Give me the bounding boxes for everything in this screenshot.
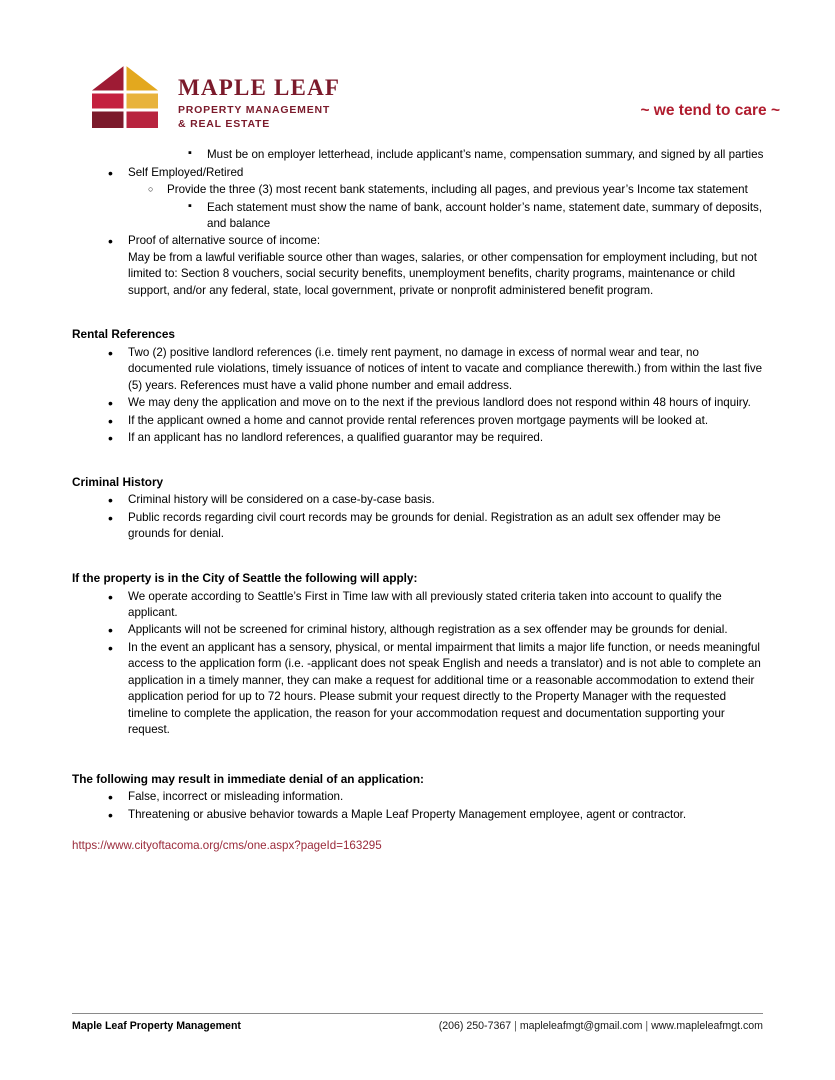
list-item-text: Provide the three (3) most recent bank statements, including all pages, and previous year’s Income tax statement	[167, 183, 748, 197]
list-item	[72, 147, 765, 163]
document-content	[0, 130, 835, 855]
top-list	[72, 147, 765, 299]
footer-website[interactable]: www.mapleleafmgt.com	[651, 1020, 763, 1032]
tagline: ~ we tend to care ~	[640, 102, 780, 119]
list-item	[72, 233, 765, 299]
section-heading-immediate-denial: The following may result in immediate denial of an application:	[72, 771, 424, 786]
section-list-rental-references	[72, 345, 765, 447]
list-item	[72, 492, 765, 508]
section-heading-seattle: If the property is in the City of Seattle the following will apply:	[72, 570, 418, 585]
list-item-text: Threatening or abusive behavior towards a Maple Leaf Property Management employee, agent or contractor.	[128, 807, 687, 821]
list-item	[72, 589, 765, 622]
list-item	[72, 622, 765, 638]
footer-divider	[72, 1013, 763, 1014]
document-footer	[72, 1013, 763, 1032]
footer-phone: (206) 250-7367	[438, 1020, 512, 1032]
footer-separator-2: |	[645, 1020, 649, 1032]
list-item-text: • Proof of alternative source of income:	[128, 234, 321, 248]
list-item	[72, 430, 765, 446]
section-list-immediate-denial	[72, 789, 765, 823]
section-heading-criminal-history: Criminal History	[72, 474, 164, 489]
section-heading-rental-references: Rental References	[72, 327, 175, 342]
list-item-text: Public records regarding civil court records may be grounds for denial. Registration as an adult sex offender may be grounds for denial.	[128, 510, 721, 541]
list-item	[72, 165, 765, 181]
brand-title: MAPLE LEAF	[178, 75, 341, 100]
external-link[interactable]: https://www.cityoftacoma.org/cms/one.aspx?pageId=163295	[72, 839, 382, 853]
footer-company: Maple Leaf Property Management	[72, 1020, 241, 1032]
list-item-text: Each statement must show the name of bank, account holder’s name, statement date, summary of deposits, and balance	[207, 200, 763, 230]
brand-subtitle-2: & REAL ESTATE	[178, 118, 271, 131]
brand-text	[178, 62, 340, 130]
footer-contact	[439, 1020, 763, 1032]
list-item-text: Must be on employer letterhead, include applicant’s name, compensation summary, and signed by all parties	[207, 148, 764, 162]
list-item	[72, 807, 765, 823]
list-item	[72, 510, 765, 543]
list-item	[72, 200, 765, 233]
brand-block	[88, 62, 340, 130]
list-item-text: In the event an applicant has a sensory, physical, or mental impairment that limits a major life function, or needs meaningful access to the application form (i.e. -applicant does not speak English and needs a translator) and is not able to complete an application in a timely manner, they can make a request for additional time or a reasonable accommodation to extend their application period for up to 72 hours. Please submit your request directly to the Property Manager with the requested timeline to complete the application, the reason for your accommodation request and documentation supporting your request.	[128, 640, 761, 737]
list-item-text: False, incorrect or misleading information.	[128, 790, 344, 804]
list-item-text: If an applicant has no landlord references, a qualified guarantor may be required.	[128, 431, 544, 445]
brand-subtitle-1: PROPERTY MANAGEMENT	[178, 104, 331, 117]
list-item	[72, 640, 765, 739]
section-list-seattle	[72, 589, 765, 739]
footer-email[interactable]: mapleleafmgt@gmail.com	[519, 1020, 643, 1032]
list-item-continuation: May be from a lawful verifiable source other than wages, salaries, or other compensation for employment including, but not limited to: Section 8 vouchers, social security benefits, unemployment benefits, charity programs, maintenance or child support, and/or any federal, state, local government, private or nonprofit administered benefit program.	[128, 250, 757, 297]
footer-separator-1: |	[514, 1020, 517, 1032]
list-item-text: We may deny the application and move on to the next if the previous landlord does not respond within 48 hours of inquiry.	[128, 396, 751, 410]
list-item	[72, 345, 765, 394]
list-item	[72, 789, 765, 805]
list-item	[72, 395, 765, 411]
list-item-text: Two (2) positive landlord references (i.e. timely rent payment, no damage in excess of normal wear and tear, no documented rule violations, timely issuance of notices of intent to vacate and compliance therewith.) from within the last five (5) years. References must have a valid phone number and email address.	[128, 345, 763, 392]
list-item	[72, 182, 765, 198]
list-item	[72, 413, 765, 429]
list-item-text: Criminal history will be considered on a case-by-case basis.	[128, 493, 435, 507]
maple-leaf-house-logo	[88, 62, 162, 130]
list-item-text: Applicants will not be screened for criminal history, although registration as a sex offender may be grounds for denial.	[128, 623, 728, 637]
document-header	[0, 0, 835, 130]
list-item-text: We operate according to Seattle’s First in Time law with all previously stated criteria taken into account to qualify the applicant.	[128, 589, 722, 619]
section-list-criminal-history	[72, 492, 765, 542]
list-item-text: Self Employed/Retired	[128, 165, 244, 179]
list-item-text: If the applicant owned a home and cannot provide rental references proven mortgage payments will be looked at.	[128, 413, 709, 427]
